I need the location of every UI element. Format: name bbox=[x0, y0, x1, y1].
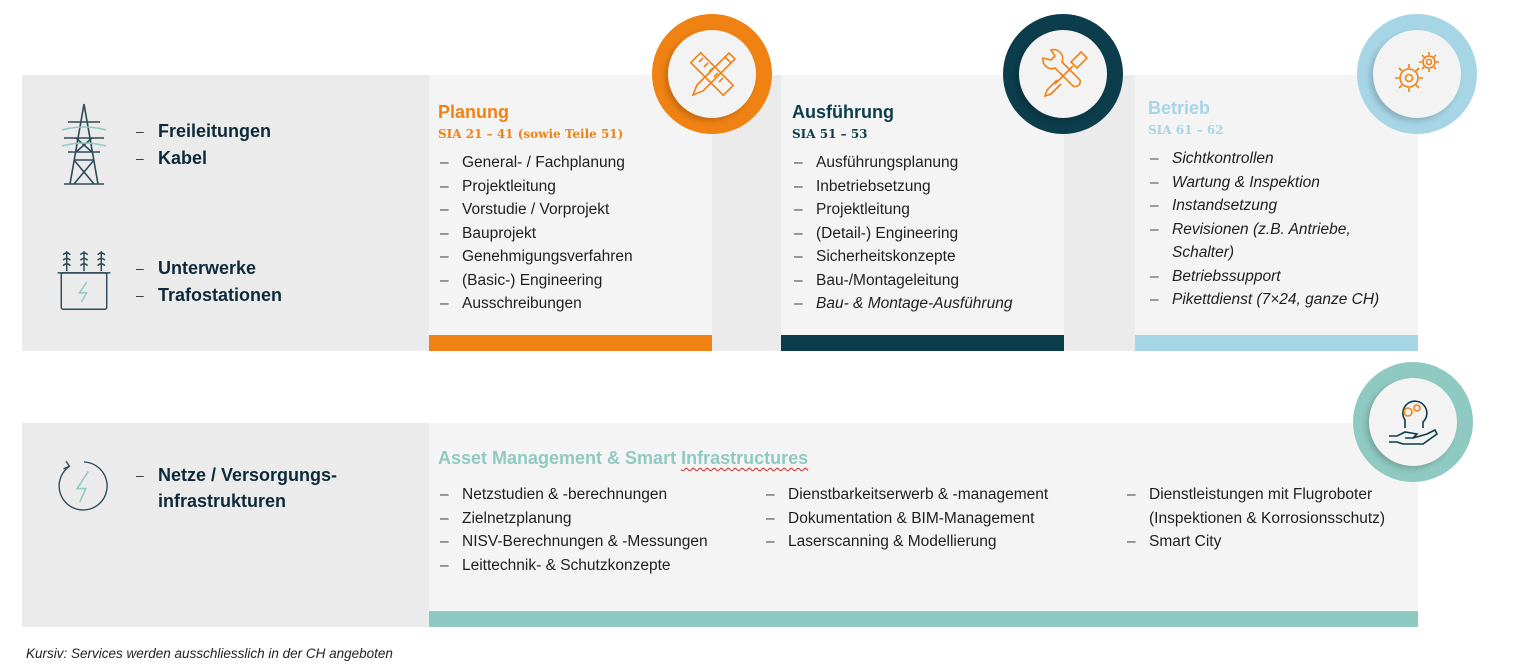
list-item: – Ausführungsplanung bbox=[792, 151, 1064, 175]
list-item: – Ausschreibungen bbox=[438, 292, 712, 316]
list-item: – Bau- & Montage-Ausführung bbox=[792, 292, 1064, 316]
hand-head-gears-icon bbox=[1383, 392, 1443, 452]
category-item: – Netze / Versorgungs-infrastrukturen bbox=[136, 462, 376, 514]
transformer-icon bbox=[54, 237, 114, 327]
planung-subtitle: SIA 21 – 41 (sowie Teile 51) bbox=[438, 127, 624, 141]
list-item: – Revisionen (z.B. Antriebe, Schalter) bbox=[1148, 218, 1398, 265]
list-item: – Bau-/Montageleitung bbox=[792, 269, 1064, 293]
ruler-pencil-icon bbox=[681, 43, 743, 105]
ausfuehrung-bar bbox=[781, 335, 1064, 351]
list-item: – (Detail-) Engineering bbox=[792, 222, 1064, 246]
list-item: – Inbetriebsetzung bbox=[792, 175, 1064, 199]
planung-title: Planung bbox=[438, 102, 509, 122]
list-item: – Genehmigungsverfahren bbox=[438, 245, 712, 269]
list-item: – Leittechnik- & Schutzkonzepte bbox=[438, 554, 764, 578]
gears-icon bbox=[1387, 44, 1447, 104]
list-item: – Laserscanning & Modellierung bbox=[764, 530, 1125, 554]
ausfuehrung-title: Ausführung bbox=[792, 102, 894, 122]
list-item: – Projektleitung bbox=[438, 175, 712, 199]
list-item: – Wartung & Inspektion bbox=[1148, 171, 1398, 195]
betrieb-bar bbox=[1135, 335, 1418, 351]
betrieb-list bbox=[1148, 147, 1398, 312]
category-item: – Freileitungen bbox=[136, 118, 271, 145]
betrieb-badge bbox=[1357, 14, 1477, 134]
asset-card bbox=[429, 423, 1418, 627]
list-item: – General- / Fachplanung bbox=[438, 151, 712, 175]
asset-title bbox=[438, 447, 1418, 469]
list-item: – Zielnetzplanung bbox=[438, 507, 764, 531]
list-item: – Dokumentation & BIM-Management bbox=[764, 507, 1125, 531]
energy-cycle-icon bbox=[54, 446, 114, 526]
category-item: – Trafostationen bbox=[136, 282, 282, 309]
category-netze bbox=[54, 446, 376, 526]
list-item: – Projektleitung bbox=[792, 198, 1064, 222]
ausfuehrung-list bbox=[792, 151, 1064, 316]
category-freileitungen bbox=[54, 100, 271, 190]
category-unterwerke bbox=[54, 237, 282, 327]
list-item: – Bauprojekt bbox=[438, 222, 712, 246]
asset-column-3 bbox=[1125, 483, 1415, 577]
planung-badge bbox=[652, 14, 772, 134]
ausfuehrung-subtitle: SIA 51 – 53 bbox=[792, 127, 868, 141]
category-item: – Unterwerke bbox=[136, 255, 282, 282]
list-item: – Dienstbarkeitserwerb & -management bbox=[764, 483, 1125, 507]
wrench-screwdriver-icon bbox=[1033, 44, 1093, 104]
planung-bar bbox=[429, 335, 712, 351]
footnote: Kursiv: Services werden ausschliesslich in der CH angeboten bbox=[26, 646, 393, 661]
list-item: – (Basic-) Engineering bbox=[438, 269, 712, 293]
list-item: – Smart City bbox=[1125, 530, 1415, 554]
list-item: – Sicherheitskonzepte bbox=[792, 245, 1064, 269]
asset-bar bbox=[429, 611, 1418, 627]
list-item: – Dienstleistungen mit Flugroboter (Inspektionen & Korrosionsschutz) bbox=[1125, 483, 1415, 530]
list-item: – Instandsetzung bbox=[1148, 194, 1398, 218]
list-item: – Sichtkontrollen bbox=[1148, 147, 1398, 171]
betrieb-title: Betrieb bbox=[1148, 98, 1211, 118]
asset-badge bbox=[1353, 362, 1473, 482]
asset-title-last: Infrastructures bbox=[681, 448, 809, 468]
category-item: – Kabel bbox=[136, 145, 271, 172]
asset-column-1 bbox=[438, 483, 764, 577]
betrieb-subtitle: SIA 61 – 62 bbox=[1148, 123, 1224, 137]
ausfuehrung-badge bbox=[1003, 14, 1123, 134]
list-item: – Vorstudie / Vorprojekt bbox=[438, 198, 712, 222]
power-tower-icon bbox=[54, 100, 114, 190]
list-item: – Netzstudien & -berechnungen bbox=[438, 483, 764, 507]
planung-list bbox=[438, 151, 712, 316]
list-item: – Betriebssupport bbox=[1148, 265, 1398, 289]
asset-column-2 bbox=[764, 483, 1125, 577]
asset-title-main: Asset Management & Smart bbox=[438, 448, 682, 468]
list-item: – NISV-Berechnungen & -Messungen bbox=[438, 530, 764, 554]
list-item: – Pikettdienst (7×24, ganze CH) bbox=[1148, 288, 1398, 312]
